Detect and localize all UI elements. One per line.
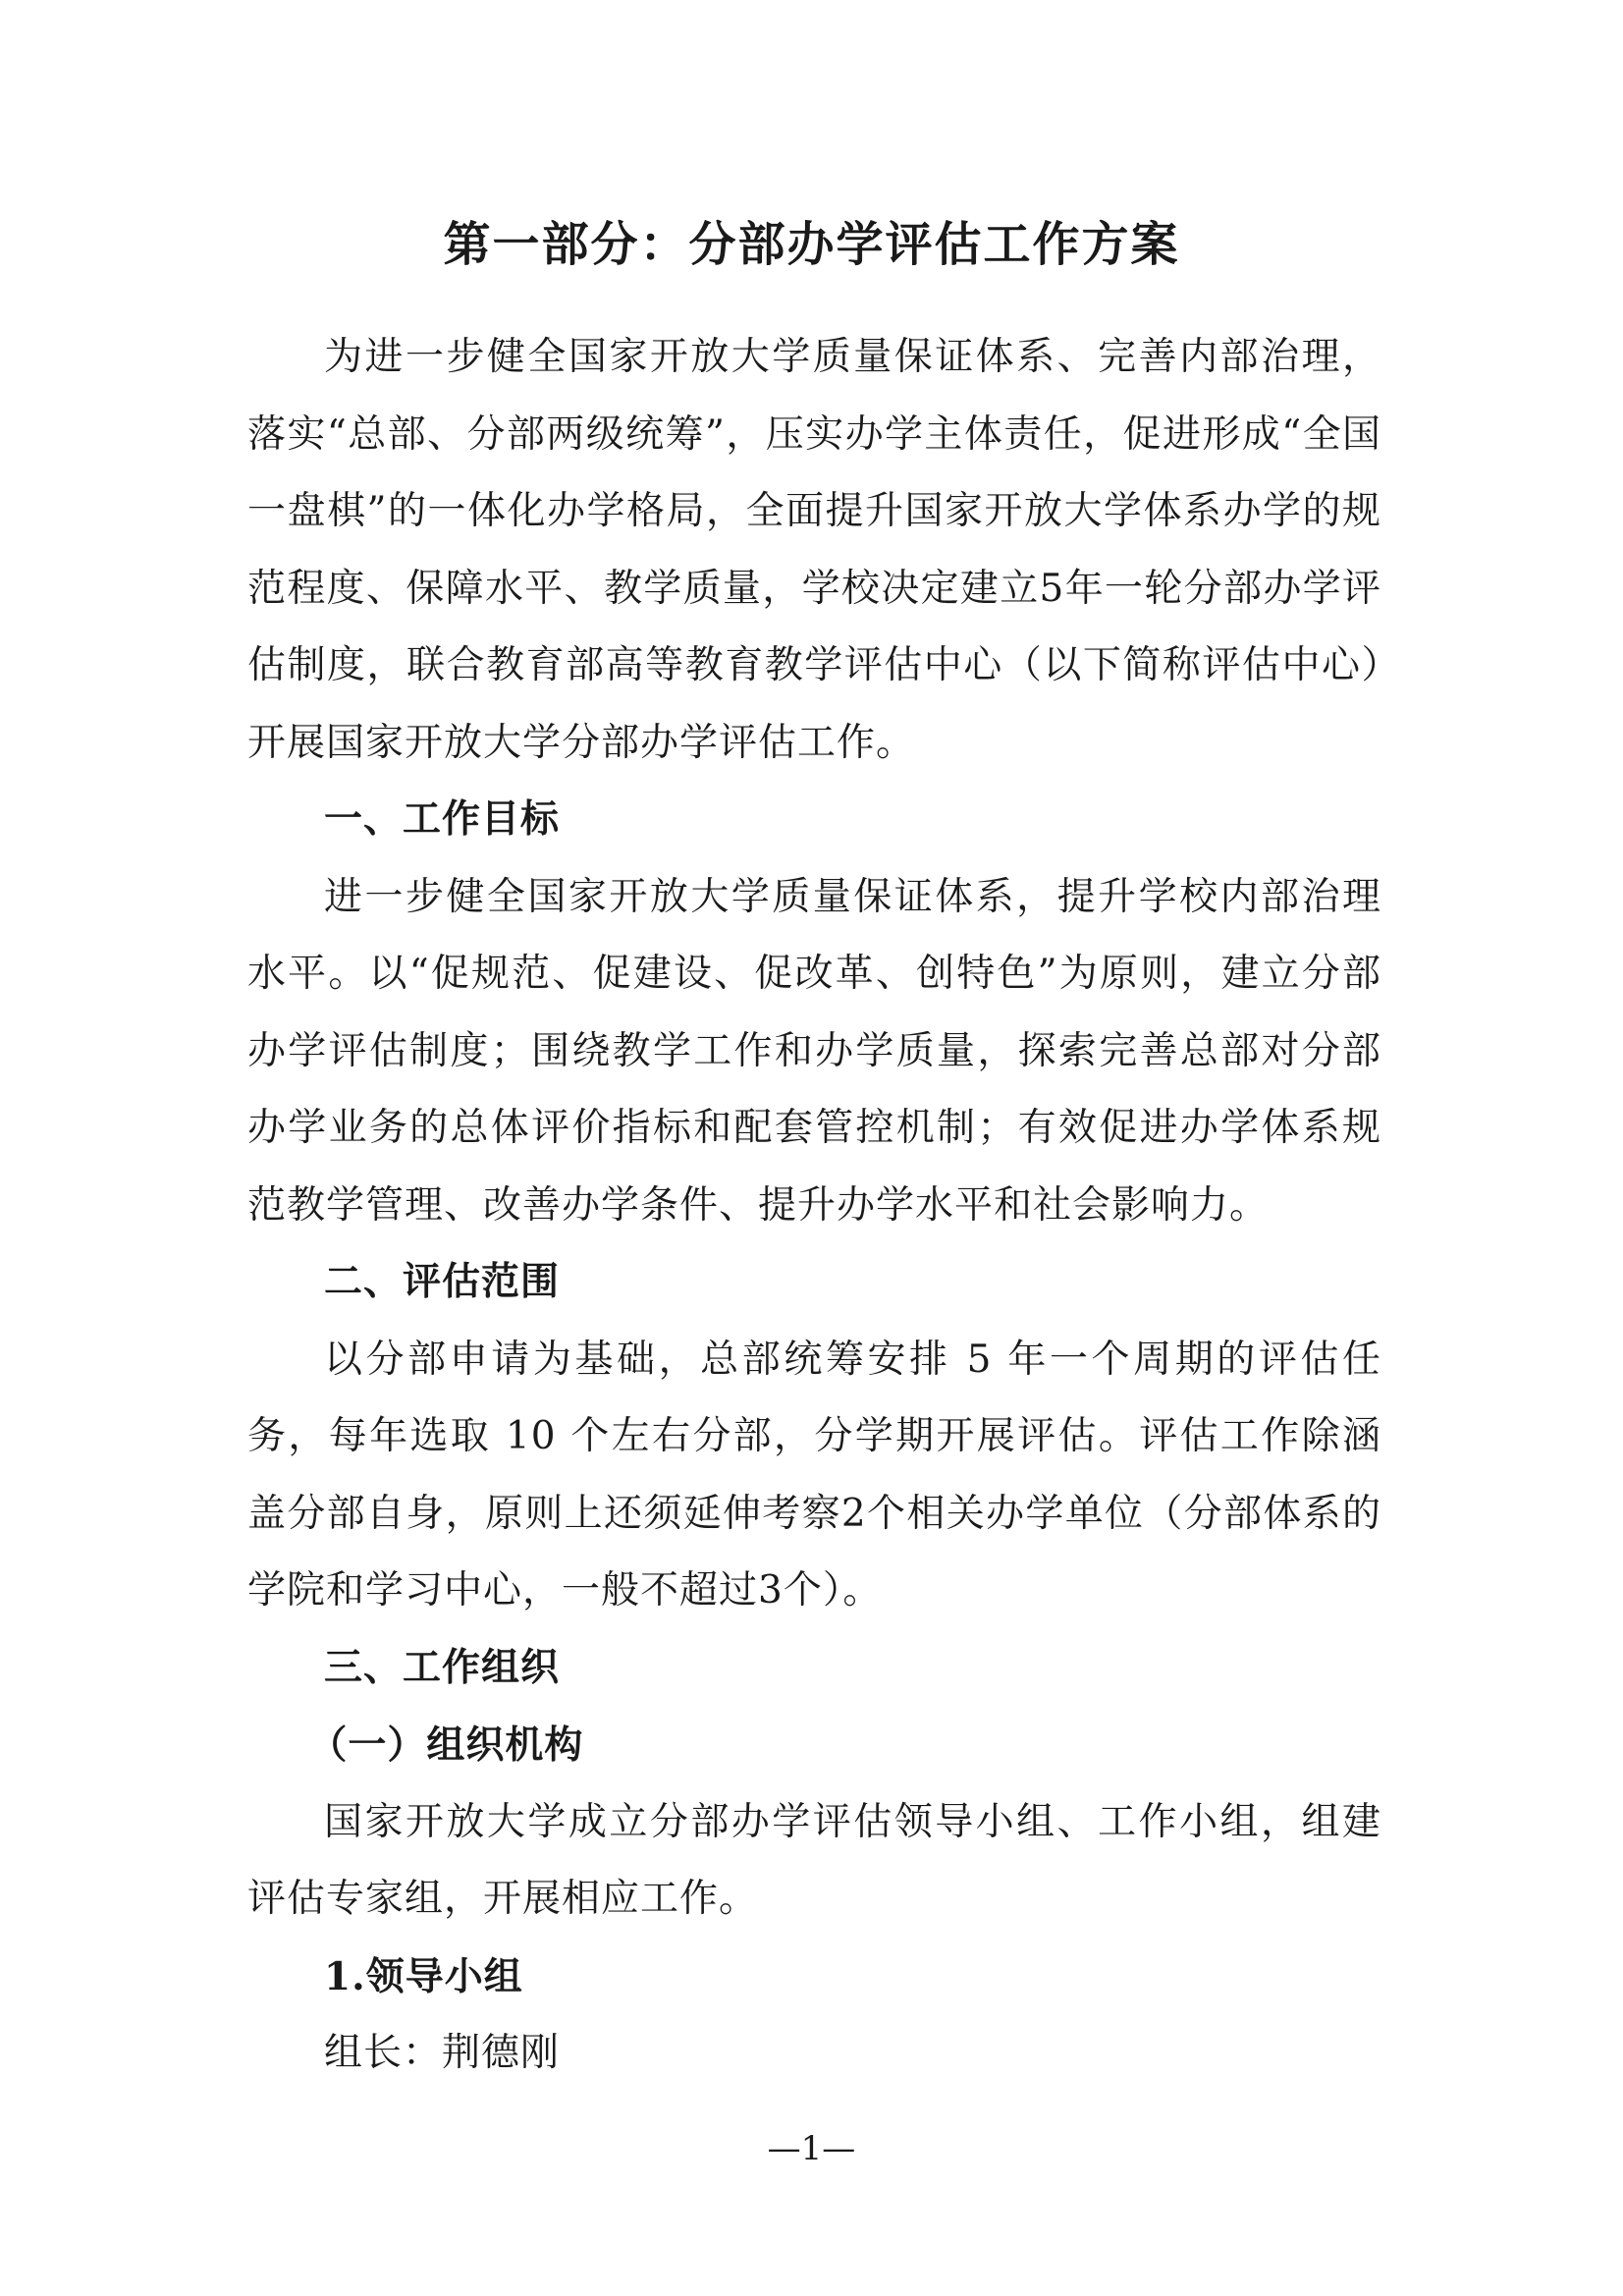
page-number: —1— bbox=[767, 2129, 856, 2168]
paragraph-work-goals: 进一步健全国家开放大学质量保证体系，提升学校内部治理水平。以“促规范、促建设、促改革、创特色”为原则，建立分部办学评估制度；围绕教学工作和办学质量，探索完善总部对分部办学业务的总体评价指标和配套管控机制；有效促进办学体系规范教学管理、改善办学条件、提升办学水平和社会影响力。 bbox=[247, 874, 1381, 1228]
paragraph-organization-structure: 国家开放大学成立分部办学评估领导小组、工作小组，组建评估专家组，开展相应工作。 bbox=[247, 1799, 1381, 1921]
paragraph-evaluation-scope: 以分部申请为基础，总部统筹安排 5 年一个周期的评估任务，每年选取 10 个左右分部，分学期开展评估。评估工作除涵盖分部自身，原则上还须延伸考察2个相关办学单位（分部体系的学院和学习中心，一般不超过3个）。 bbox=[247, 1337, 1381, 1613]
subheading-leadership-group: 1.领导小组 bbox=[324, 1953, 523, 1999]
document-body bbox=[247, 319, 1381, 2093]
heading-work-goals: 一、工作目标 bbox=[324, 797, 561, 842]
heading-evaluation-scope: 二、评估范围 bbox=[324, 1260, 561, 1304]
document-title: 第一部分：分部办学评估工作方案 bbox=[443, 217, 1180, 272]
subheading-organization-structure: （一）组织机构 bbox=[308, 1722, 584, 1768]
paragraph-intro: 为进一步健全国家开放大学质量保证体系、完善内部治理，落实“总部、分部两级统筹”，压实办学主体责任，促进形成“全国一盘棋”的一体化办学格局，全面提升国家开放大学体系办学的规范程度、保障水平、教学质量，学校决定建立5年一轮分部办学评估制度，联合教育部高等教育教学评估中心（以下简称评估中心）开展国家开放大学分部办学评估工作。 bbox=[247, 335, 1381, 765]
paragraph-group-leader: 组长：荆德刚 bbox=[324, 2031, 561, 2075]
heading-work-organization: 三、工作组织 bbox=[324, 1645, 561, 1690]
